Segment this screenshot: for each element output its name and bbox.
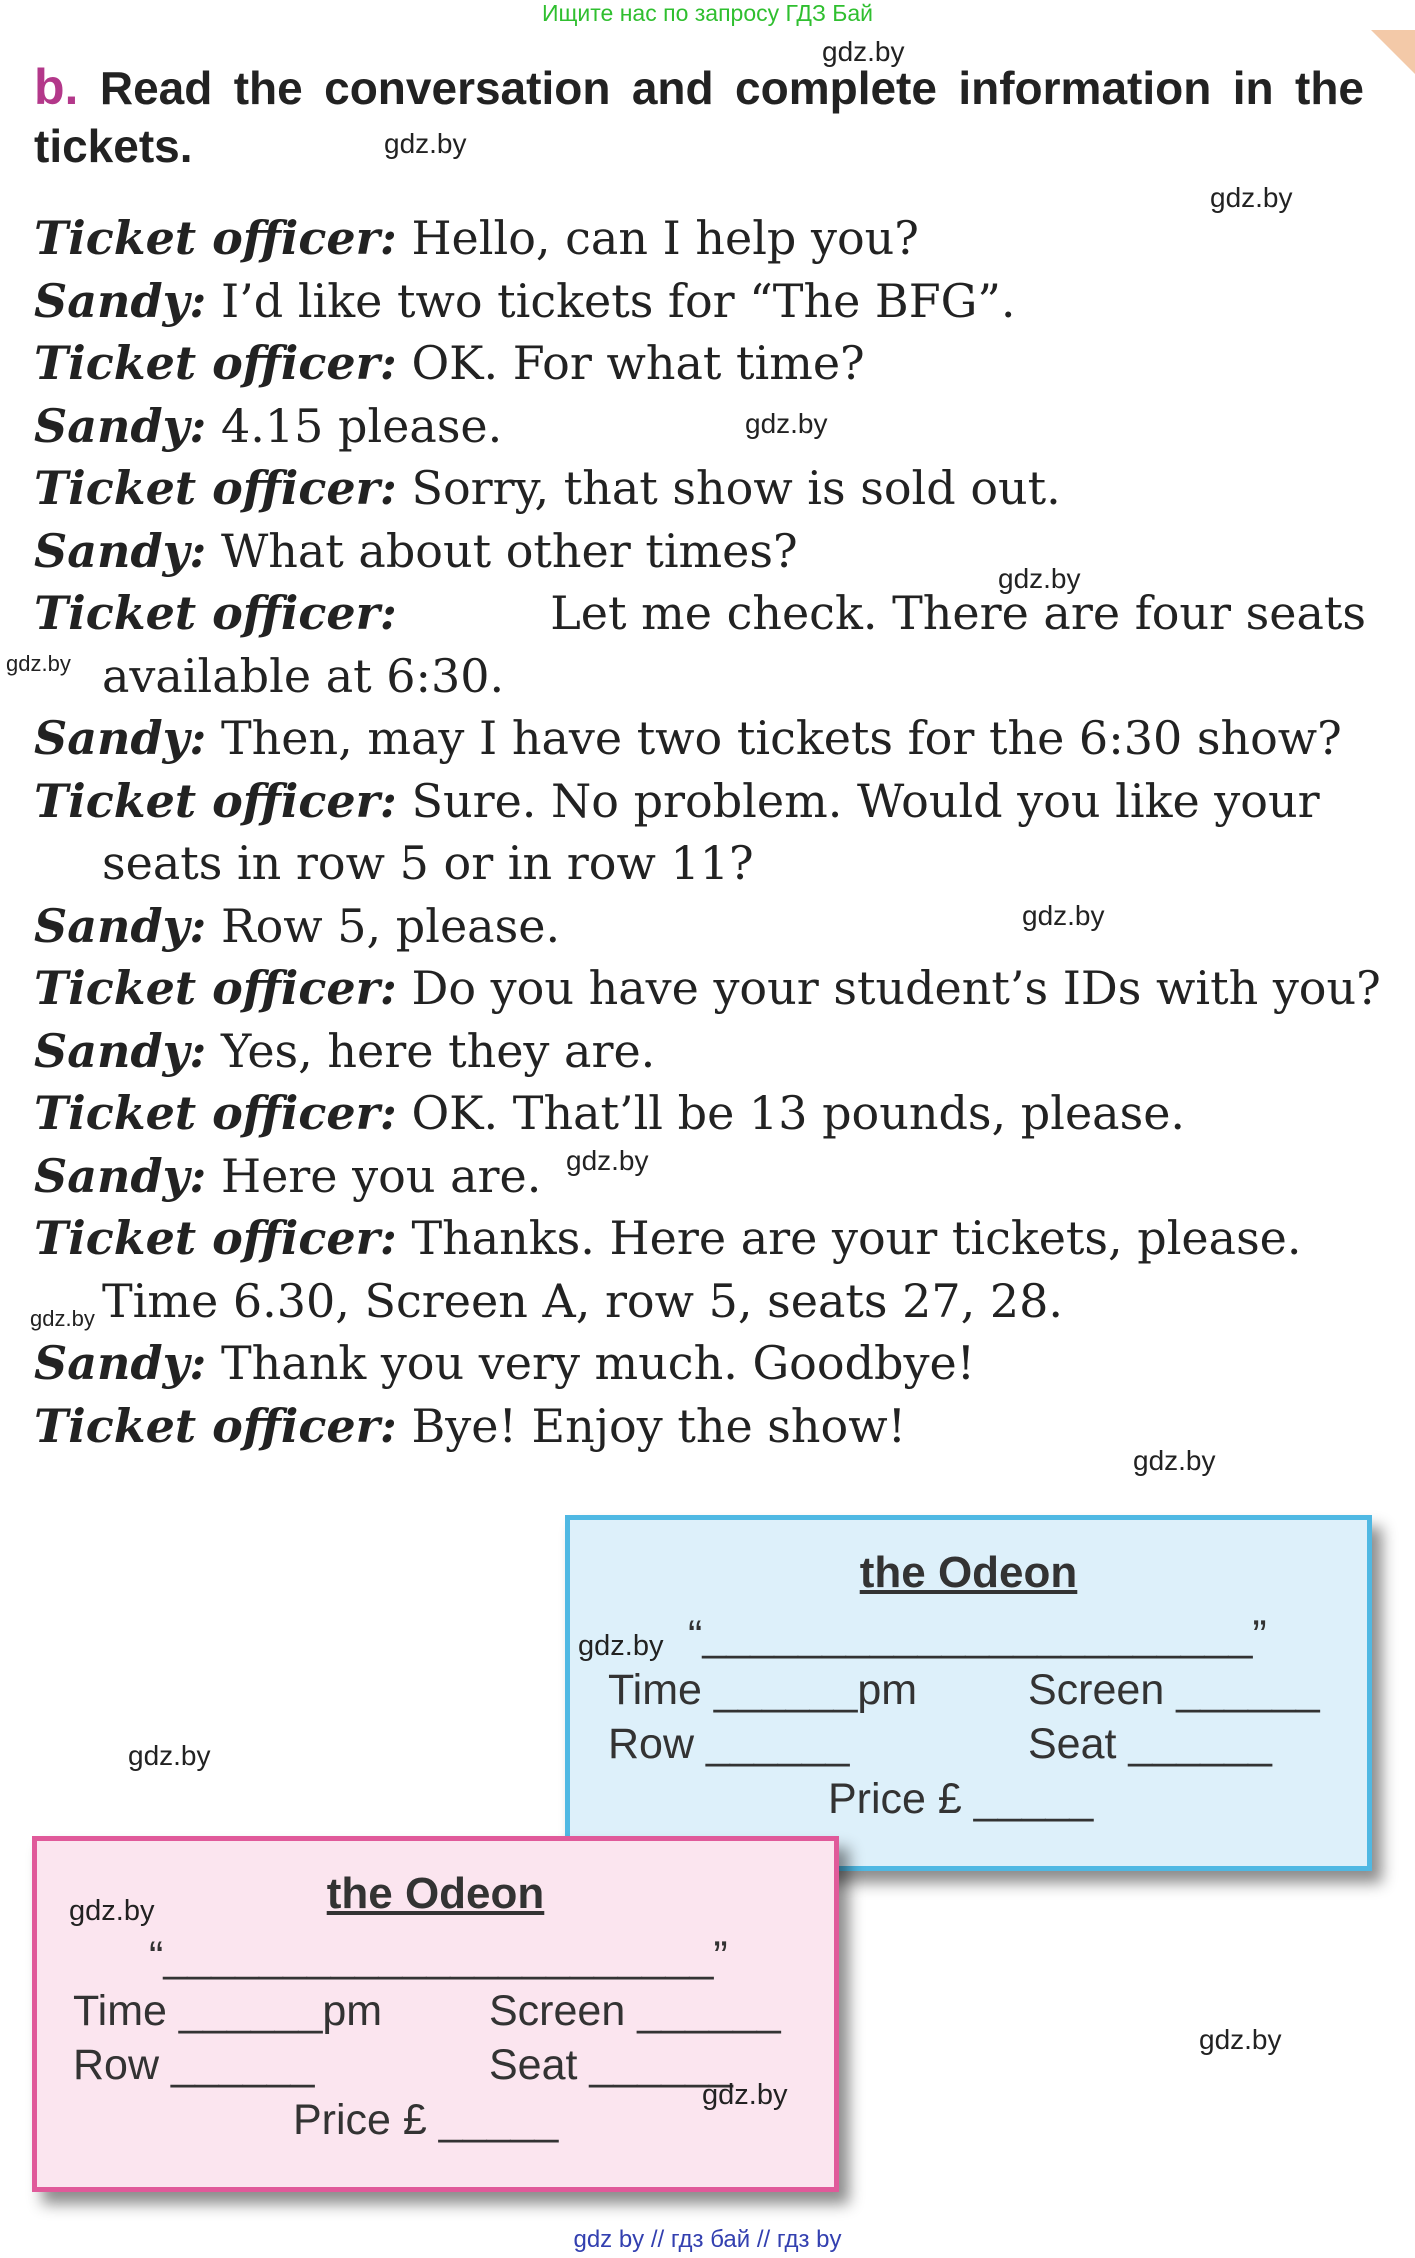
utterance: OK. For what time?	[411, 336, 865, 390]
utterance: Thanks. Here are your tickets, please.	[411, 1211, 1302, 1265]
screen-field: Screen ______	[489, 1987, 781, 2035]
utterance: OK. That’ll be 13 pounds, please.	[411, 1086, 1186, 1140]
watermark: gdz.by	[745, 408, 828, 439]
exercise-letter: b.	[34, 59, 79, 115]
speaker: Ticket officer:	[34, 1086, 397, 1140]
dialog-continuation: Time 6.30, Screen A, row 5, seats 27, 28.	[102, 1273, 1064, 1328]
dialog-line	[34, 1082, 1366, 1145]
utterance: Row 5, please.	[220, 898, 561, 953]
speaker: Ticket officer:	[34, 336, 397, 390]
exercise-heading	[34, 58, 1364, 175]
watermark: gdz.by	[578, 1630, 664, 1662]
utterance: Thank you very much. Goodbye!	[220, 1336, 976, 1390]
row-field: Row ______	[73, 2041, 315, 2089]
utterance: Bye! Enjoy the show!	[411, 1398, 907, 1453]
dialog-line	[34, 1207, 1366, 1270]
utterance: Do you have your student’s IDs with you?	[411, 961, 1381, 1015]
dialog-line	[34, 1020, 1366, 1083]
price-field: Price £ _____	[293, 2096, 559, 2144]
utterance: Sorry, that show is sold out.	[411, 461, 1061, 515]
dialog-line	[34, 520, 1366, 583]
dialog-continuation: available at 6:30.	[102, 648, 505, 703]
watermark: gdz.by	[1022, 900, 1105, 931]
watermark: gdz.by	[69, 1895, 155, 1927]
footer-watermark: gdz by // гдз бай // гдз by	[573, 2226, 842, 2253]
seat-field: Seat ______	[489, 2041, 733, 2089]
ticket-title: the Odeon	[326, 1869, 545, 1918]
dialog-line	[34, 1145, 1366, 1208]
speaker: Ticket officer:	[34, 586, 397, 640]
dialog-line	[34, 270, 1366, 333]
speaker: Sandy:	[34, 398, 207, 453]
speaker: Sandy:	[34, 273, 207, 328]
exercise-instruction: Read the conversation and complete information in the tickets.	[34, 62, 1365, 172]
screen-field: Screen ______	[1028, 1666, 1320, 1714]
dialog-line	[34, 457, 1366, 520]
dialog-line	[34, 957, 1381, 1020]
dialog-line	[34, 207, 1366, 270]
speaker: Ticket officer:	[34, 961, 397, 1015]
time-field: Time ______pm	[608, 1666, 918, 1714]
utterance: What about other times?	[220, 523, 798, 578]
speaker: Sandy:	[34, 1023, 207, 1078]
film-title-blank: “_______________________”	[688, 1612, 1267, 1660]
page-corner-decoration	[1371, 30, 1415, 74]
dialog-line	[34, 582, 1366, 645]
dialog-line	[34, 707, 1366, 770]
dialog-line	[34, 895, 1366, 958]
dialog-line	[34, 332, 1366, 395]
watermark: gdz.by	[566, 1145, 649, 1176]
dialog-line	[34, 395, 1366, 458]
conversation	[34, 207, 1381, 1457]
speaker: Sandy:	[34, 1148, 207, 1203]
utterance: Hello, can I help you?	[411, 211, 919, 265]
time-field: Time ______pm	[73, 1987, 383, 2035]
speaker: Ticket officer:	[34, 773, 397, 828]
utterance: Then, may I have two tickets for the 6:30 show?	[220, 711, 1342, 765]
speaker: Sandy:	[34, 898, 207, 953]
speaker: Ticket officer:	[34, 211, 397, 265]
dialog-line	[34, 770, 1366, 833]
speaker: Sandy:	[34, 1336, 207, 1390]
speaker: Ticket officer:	[34, 1211, 397, 1265]
seat-field: Seat ______	[1028, 1720, 1272, 1768]
ticket-title: the Odeon	[859, 1548, 1078, 1597]
row-field: Row ______	[608, 1720, 850, 1768]
speaker: Sandy:	[34, 523, 207, 578]
dialog-continuation: seats in row 5 or in row 11?	[102, 836, 754, 890]
watermark: gdz.by	[128, 1740, 211, 1771]
watermark: gdz.by	[702, 2079, 788, 2111]
ticket-blue	[565, 1515, 1372, 1871]
utterance: Here you are.	[220, 1148, 542, 1203]
speaker: Ticket officer:	[34, 1398, 397, 1453]
ticket-pink	[32, 1836, 839, 2192]
watermark: gdz.by	[30, 1306, 95, 1331]
watermark: gdz.by	[6, 651, 71, 676]
film-title-blank: “_______________________”	[149, 1933, 728, 1981]
watermark: gdz.by	[1133, 1445, 1216, 1476]
dialog-line	[34, 1332, 1366, 1395]
watermark: gdz.by	[1210, 182, 1293, 213]
speaker: Sandy:	[34, 711, 207, 765]
speaker: Ticket officer:	[34, 461, 397, 515]
top-banner: Ищите нас по запросу ГДЗ Бай	[541, 0, 874, 26]
utterance: I’d like two tickets for “The BFG”.	[220, 273, 1016, 328]
watermark: gdz.by	[822, 36, 905, 67]
price-field: Price £ _____	[828, 1775, 1094, 1823]
utterance: 4.15 please.	[220, 398, 503, 453]
watermark: gdz.by	[1199, 2024, 1282, 2055]
utterance: Let me check. There are four seats	[550, 586, 1366, 640]
watermark: gdz.by	[998, 563, 1081, 594]
watermark: gdz.by	[384, 128, 467, 159]
utterance: Yes, here they are.	[220, 1023, 656, 1078]
utterance: Sure. No problem. Would you like your	[411, 773, 1320, 828]
